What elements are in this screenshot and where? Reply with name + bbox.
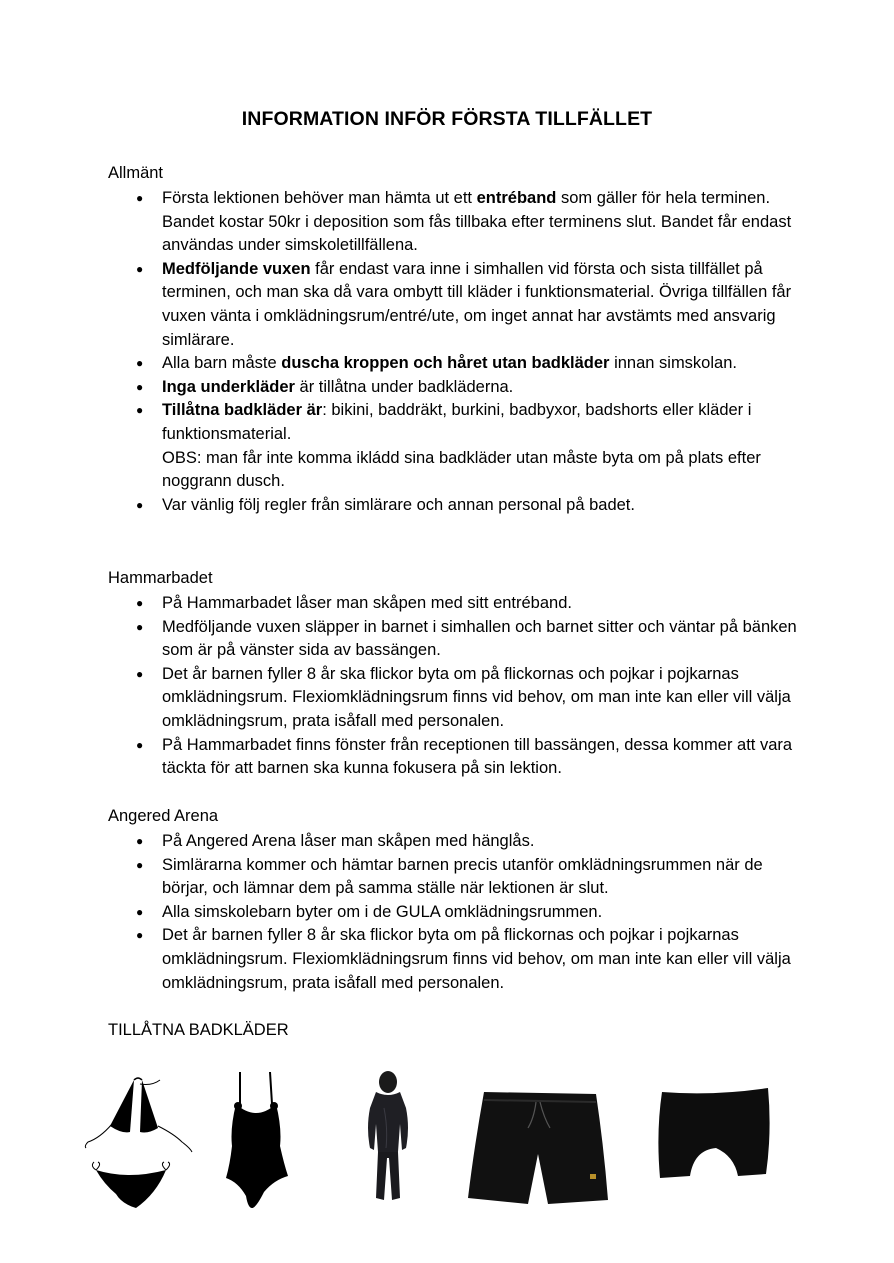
list-item: ● Tillåtna badkläder är: bikini, baddräkt, burkini, badbyxor, badshorts eller kläder i funktionsmaterial. OBS: man får inte komma ikládd sina badkläder utan måste byta om på plats efter noggrann dusch. xyxy=(108,399,808,493)
list-item: ● På Angered Arena låser man skåpen med hänglås. xyxy=(108,830,808,854)
swim-trunks-image xyxy=(656,1086,772,1182)
list-item: ● Alla barn måste duscha kroppen och håret utan badkläder innan simskolan. xyxy=(108,352,808,376)
section-heading-badklader: TILLÅTNA BADKLÄDER xyxy=(108,1021,289,1039)
swimwear-gallery xyxy=(0,1060,894,1220)
hammarbadet-list xyxy=(108,592,808,781)
list-item: ● På Hammarbadet låser man skåpen med sitt entréband. xyxy=(108,592,808,616)
section-heading-hammarbadet: Hammarbadet xyxy=(108,569,213,587)
list-item: ● Var vänlig följ regler från simlärare och annan personal på badet. xyxy=(108,494,808,518)
allmant-list xyxy=(108,187,808,517)
section-heading-allmant: Allmänt xyxy=(108,164,164,182)
list-item: ● Medföljande vuxen får endast vara inne i simhallen vid första och sista tillfället på terminen, och man ska då vara ombytt till kläder i funktionsmaterial. Övriga tillfällen får vuxen vänta i omklädningsrum/entré/ute, om inget annat har avstämts med ansvarig simlärare. xyxy=(108,258,808,352)
list-item: ● Det år barnen fyller 8 år ska flickor byta om på flickornas och pojkar i pojkarnas omklädningsrum. Flexiomklädningsrum finns vid behov, om man inte kan eller vill välja omklädningsrum, prata isåfall med personalen. xyxy=(108,924,808,995)
list-item: ● Simlärarna kommer och hämtar barnen precis utanför omklädningsrummen när de börjar, och lämnar dem på samma ställe när lektionen är slut. xyxy=(108,854,808,901)
page-title: INFORMATION INFÖR FÖRSTA TILLFÄLLET xyxy=(241,108,653,130)
list-item: ● Inga underkläder är tillåtna under badkläderna. xyxy=(108,376,808,400)
list-item: ● Alla simskolebarn byter om i de GULA omklädningsrummen. xyxy=(108,901,808,925)
obs-note: OBS: man får inte komma ikládd sina badkläder utan måste byta om på plats efter noggrann dusch. xyxy=(162,448,761,491)
bikini-image xyxy=(82,1076,194,1214)
list-item: ● Det år barnen fyller 8 år ska flickor byta om på flickornas och pojkar i pojkarnas omklädningsrum. Flexiomklädningsrum finns vid behov, om man inte kan eller vill välja omklädningsrum, prata isåfall med personalen. xyxy=(108,663,808,734)
section-heading-angered: Angered Arena xyxy=(108,807,219,825)
angered-list xyxy=(108,830,808,995)
list-item: ● Första lektionen behöver man hämta ut ett entréband som gäller för hela terminen. Bandet kostar 50kr i deposition som fås tillbaka efter terminens slut. Bandet får endast användas under simskoletillfällena. xyxy=(108,187,808,258)
swimsuit-image xyxy=(222,1068,292,1212)
list-item: ● Medföljande vuxen släpper in barnet i simhallen och barnet sitter och väntar på bänken som är på vänster sida av bassängen. xyxy=(108,616,808,663)
swim-shorts-image xyxy=(466,1088,610,1208)
burkini-image xyxy=(362,1068,414,1204)
list-item: ● På Hammarbadet finns fönster från receptionen till bassängen, dessa kommer att vara täckta för att barnen ska kunna fokusera på sin lektion. xyxy=(108,734,808,781)
